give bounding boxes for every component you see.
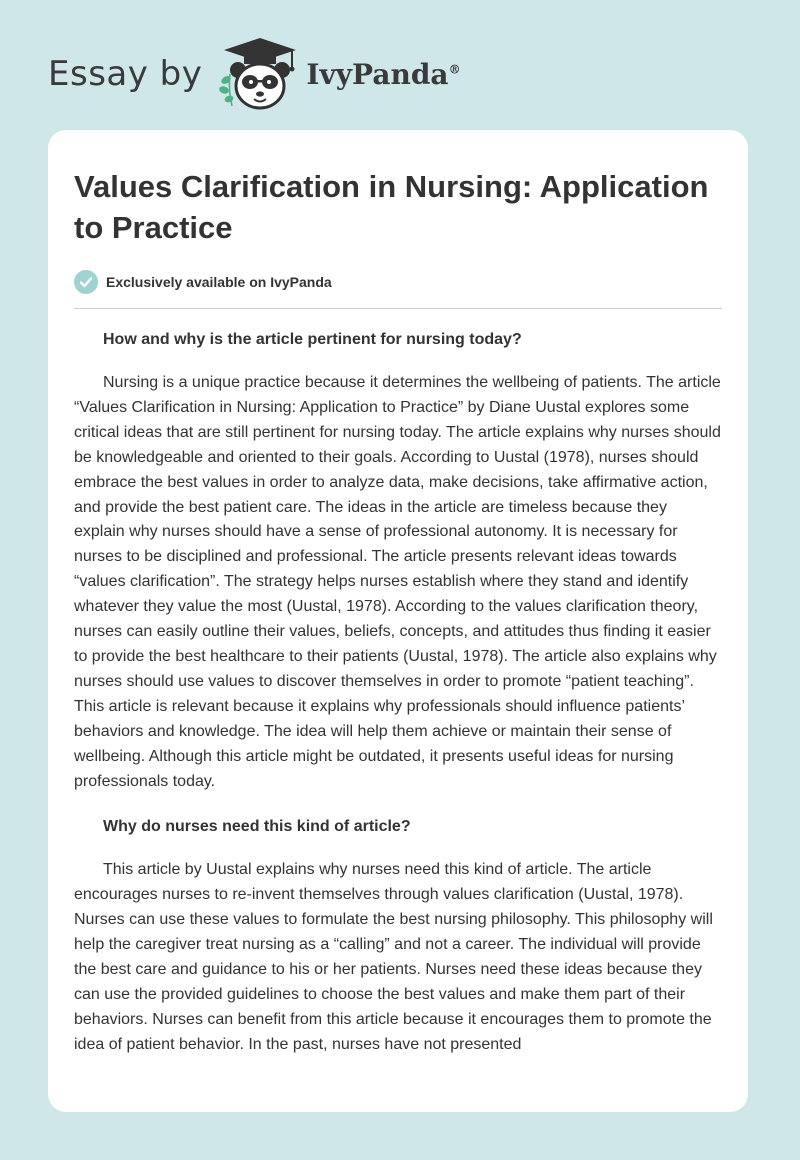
badge-label: Exclusively available on IvyPanda: [106, 274, 332, 290]
panda-logo-icon[interactable]: [216, 34, 304, 114]
exclusive-badge: [74, 270, 722, 294]
check-icon: [74, 270, 98, 294]
essay-by-label: Essay by: [48, 54, 203, 94]
section-paragraph: Nursing is a unique practice because it determines the wellbeing of patients. The article “Values Clarification in Nursing: Application to Practice” by Diane Uustal explores some critical ideas that are still pertinent for nursing today. The article explains why nurses should be knowledgeable and oriented to their goals. According to Uustal (1978), nurses should embrace the best values in order to analyze data, make decisions, take affirmative action, and provide the best patient care. The ideas in the article are timeless because they explain why nurses should have a sense of professional autonomy. It is necessary for nurses to be disciplined and professional. The article presents relevant ideas towards “values clarification”. The strategy helps nurses establish where they stand and identify whatever they value the most (Uustal, 1978). According to the values clarification theory, nurses can easily outline their values, beliefs, concepts, and attitudes thus finding it easier to provide the best healthcare to their patients (Uustal, 1978). The article also explains why nurses should use values to discover themselves in order to promote “patient teaching”. This article is relevant because it explains why professionals should influence patients’ behaviors and knowledge. The idea will help them achieve or maintain their sense of wellbeing. Although this article might be outdated, it presents useful ideas for nursing professionals today.: [74, 374, 721, 790]
divider: [74, 308, 722, 309]
section-heading: How and why is the article pertinent for nursing today?: [103, 331, 522, 348]
section-heading: Why do nurses need this kind of article?: [103, 818, 411, 836]
page-title: Values Clarification in Nursing: Application to Practice: [74, 169, 709, 245]
registered-mark: ®: [448, 62, 461, 77]
brand-name[interactable]: IvyPanda®: [306, 57, 461, 91]
site-header: [48, 34, 461, 114]
essay-card: [48, 130, 748, 1112]
section-paragraph: This article by Uustal explains why nurses need this kind of article. The article encourages nurses to re-invent themselves through values clarification (Uustal, 1978). Nurses can use these values to formulate the best nursing philosophy. This philosophy will help the caregiver treat nursing as a “calling” and not a career. The individual will provide the best care and guidance to his or her patients. Nurses need these ideas because they can use the provided guidelines to choose the best values and make them part of their behaviors. Nurses can benefit from this article because it encourages them to promote the idea of patient behavior. In the past, nurses have not presented: [74, 861, 713, 1053]
